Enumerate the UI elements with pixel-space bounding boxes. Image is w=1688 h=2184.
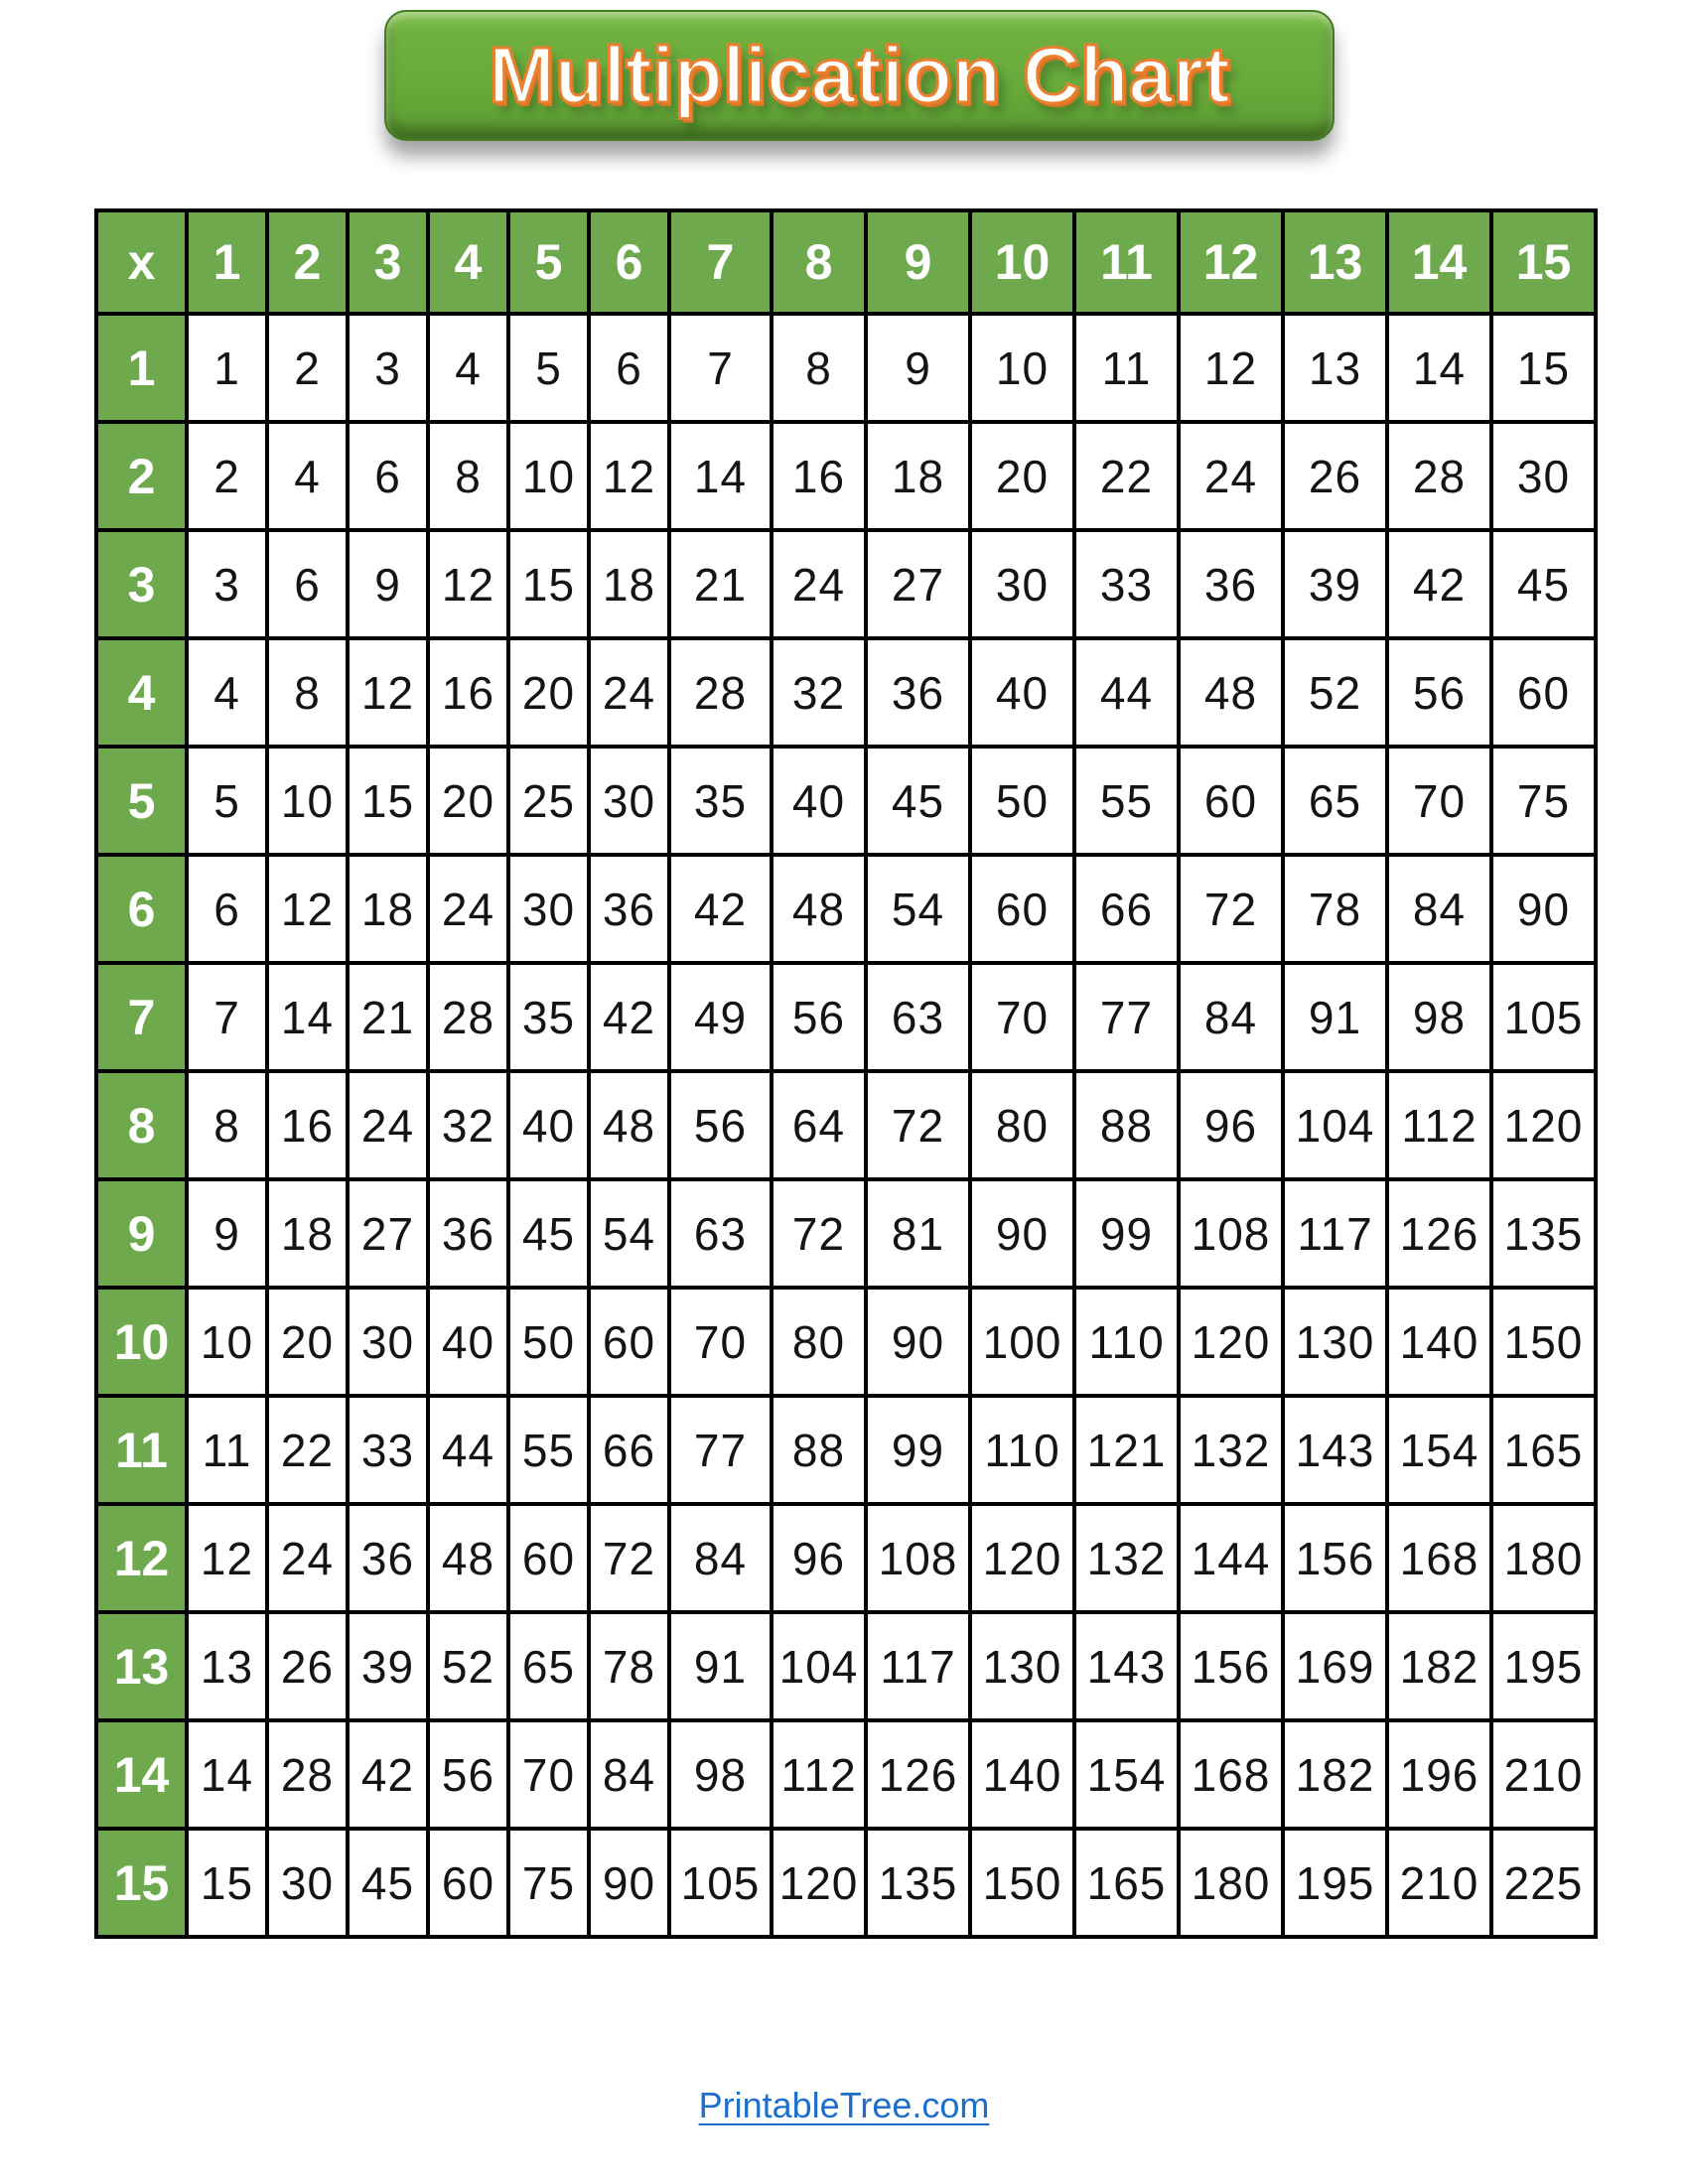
product-cell: 75 [1491, 747, 1596, 855]
row-header-cell: 4 [96, 638, 187, 747]
product-cell: 104 [1283, 1071, 1387, 1179]
product-cell: 143 [1283, 1396, 1387, 1504]
product-cell: 20 [970, 422, 1074, 530]
product-cell: 56 [669, 1071, 772, 1179]
product-cell: 84 [669, 1504, 772, 1612]
product-cell: 30 [267, 1829, 348, 1937]
product-cell: 50 [970, 747, 1074, 855]
product-cell: 210 [1491, 1720, 1596, 1829]
product-cell: 182 [1387, 1612, 1491, 1720]
product-cell: 91 [1283, 963, 1387, 1071]
product-cell: 132 [1074, 1504, 1179, 1612]
product-cell: 24 [772, 530, 866, 638]
product-cell: 180 [1491, 1504, 1596, 1612]
multiplication-table [94, 208, 1598, 1939]
product-cell: 120 [1491, 1071, 1596, 1179]
row-header-cell: 9 [96, 1179, 187, 1288]
product-cell: 52 [1283, 638, 1387, 747]
product-cell: 11 [1074, 314, 1179, 422]
product-cell: 7 [187, 963, 267, 1071]
product-cell: 90 [1491, 855, 1596, 963]
product-cell: 45 [1491, 530, 1596, 638]
product-cell: 10 [508, 422, 589, 530]
product-cell: 13 [1283, 314, 1387, 422]
product-cell: 32 [772, 638, 866, 747]
product-cell: 36 [1179, 530, 1283, 638]
product-cell: 16 [772, 422, 866, 530]
product-cell: 22 [267, 1396, 348, 1504]
product-cell: 72 [1179, 855, 1283, 963]
product-cell: 8 [267, 638, 348, 747]
product-cell: 65 [1283, 747, 1387, 855]
product-cell: 45 [348, 1829, 428, 1937]
product-cell: 98 [669, 1720, 772, 1829]
product-cell: 120 [772, 1829, 866, 1937]
product-cell: 143 [1074, 1612, 1179, 1720]
product-cell: 91 [669, 1612, 772, 1720]
product-cell: 18 [348, 855, 428, 963]
product-cell: 30 [589, 747, 669, 855]
product-cell: 48 [1179, 638, 1283, 747]
page-title: Multiplication Chart [489, 31, 1230, 119]
product-cell: 42 [589, 963, 669, 1071]
table-head [96, 210, 1596, 314]
column-header-cell: 7 [669, 210, 772, 314]
column-header-cell: 11 [1074, 210, 1179, 314]
product-cell: 144 [1179, 1504, 1283, 1612]
product-cell: 168 [1387, 1504, 1491, 1612]
product-cell: 8 [428, 422, 508, 530]
row-header-cell: 11 [96, 1396, 187, 1504]
table-row [96, 963, 1596, 1071]
product-cell: 45 [508, 1179, 589, 1288]
row-header-cell: 5 [96, 747, 187, 855]
product-cell: 48 [589, 1071, 669, 1179]
table-row [96, 1612, 1596, 1720]
product-cell: 49 [669, 963, 772, 1071]
product-cell: 60 [589, 1288, 669, 1396]
product-cell: 6 [187, 855, 267, 963]
product-cell: 84 [1387, 855, 1491, 963]
product-cell: 40 [970, 638, 1074, 747]
product-cell: 72 [589, 1504, 669, 1612]
table-body [96, 314, 1596, 1937]
product-cell: 24 [589, 638, 669, 747]
product-cell: 105 [1491, 963, 1596, 1071]
product-cell: 8 [187, 1071, 267, 1179]
product-cell: 99 [866, 1396, 970, 1504]
product-cell: 26 [1283, 422, 1387, 530]
product-cell: 104 [772, 1612, 866, 1720]
product-cell: 52 [428, 1612, 508, 1720]
row-header-cell: 6 [96, 855, 187, 963]
product-cell: 3 [187, 530, 267, 638]
product-cell: 121 [1074, 1396, 1179, 1504]
product-cell: 2 [187, 422, 267, 530]
product-cell: 60 [1179, 747, 1283, 855]
product-cell: 105 [669, 1829, 772, 1937]
product-cell: 7 [669, 314, 772, 422]
product-cell: 78 [1283, 855, 1387, 963]
product-cell: 120 [970, 1504, 1074, 1612]
product-cell: 15 [1491, 314, 1596, 422]
product-cell: 112 [1387, 1071, 1491, 1179]
product-cell: 6 [348, 422, 428, 530]
product-cell: 42 [669, 855, 772, 963]
product-cell: 5 [508, 314, 589, 422]
product-cell: 70 [970, 963, 1074, 1071]
row-header-cell: 13 [96, 1612, 187, 1720]
footer [0, 2085, 1688, 2126]
column-header-cell: 9 [866, 210, 970, 314]
product-cell: 130 [970, 1612, 1074, 1720]
column-header-cell: 6 [589, 210, 669, 314]
product-cell: 180 [1179, 1829, 1283, 1937]
product-cell: 14 [669, 422, 772, 530]
row-header-cell: 7 [96, 963, 187, 1071]
product-cell: 10 [267, 747, 348, 855]
product-cell: 78 [589, 1612, 669, 1720]
product-cell: 40 [428, 1288, 508, 1396]
footer-link[interactable]: PrintableTree.com [698, 2085, 990, 2125]
product-cell: 165 [1074, 1829, 1179, 1937]
product-cell: 75 [508, 1829, 589, 1937]
product-cell: 26 [267, 1612, 348, 1720]
product-cell: 72 [772, 1179, 866, 1288]
product-cell: 56 [772, 963, 866, 1071]
product-cell: 30 [508, 855, 589, 963]
table-row [96, 422, 1596, 530]
product-cell: 33 [1074, 530, 1179, 638]
table-row [96, 1179, 1596, 1288]
column-header-cell: 2 [267, 210, 348, 314]
product-cell: 132 [1179, 1396, 1283, 1504]
column-header-cell: 8 [772, 210, 866, 314]
product-cell: 10 [970, 314, 1074, 422]
product-cell: 27 [866, 530, 970, 638]
product-cell: 33 [348, 1396, 428, 1504]
product-cell: 18 [589, 530, 669, 638]
column-header-cell: 15 [1491, 210, 1596, 314]
row-header-cell: 3 [96, 530, 187, 638]
product-cell: 10 [187, 1288, 267, 1396]
product-cell: 21 [348, 963, 428, 1071]
product-cell: 40 [772, 747, 866, 855]
table-row [96, 530, 1596, 638]
product-cell: 63 [669, 1179, 772, 1288]
product-cell: 110 [970, 1396, 1074, 1504]
product-cell: 110 [1074, 1288, 1179, 1396]
product-cell: 90 [866, 1288, 970, 1396]
product-cell: 11 [187, 1396, 267, 1504]
product-cell: 36 [866, 638, 970, 747]
product-cell: 13 [187, 1612, 267, 1720]
column-header-cell: 13 [1283, 210, 1387, 314]
product-cell: 210 [1387, 1829, 1491, 1937]
product-cell: 28 [1387, 422, 1491, 530]
product-cell: 4 [187, 638, 267, 747]
product-cell: 35 [669, 747, 772, 855]
product-cell: 4 [428, 314, 508, 422]
product-cell: 98 [1387, 963, 1491, 1071]
product-cell: 130 [1283, 1288, 1387, 1396]
table-row [96, 1829, 1596, 1937]
product-cell: 169 [1283, 1612, 1387, 1720]
product-cell: 20 [428, 747, 508, 855]
table-row [96, 1288, 1596, 1396]
row-header-cell: 8 [96, 1071, 187, 1179]
title-banner [384, 10, 1335, 141]
product-cell: 140 [970, 1720, 1074, 1829]
product-cell: 70 [1387, 747, 1491, 855]
product-cell: 140 [1387, 1288, 1491, 1396]
product-cell: 100 [970, 1288, 1074, 1396]
product-cell: 6 [589, 314, 669, 422]
product-cell: 99 [1074, 1179, 1179, 1288]
product-cell: 27 [348, 1179, 428, 1288]
product-cell: 90 [589, 1829, 669, 1937]
product-cell: 108 [1179, 1179, 1283, 1288]
product-cell: 21 [669, 530, 772, 638]
product-cell: 42 [348, 1720, 428, 1829]
table-row [96, 314, 1596, 422]
product-cell: 9 [866, 314, 970, 422]
product-cell: 15 [508, 530, 589, 638]
product-cell: 36 [589, 855, 669, 963]
product-cell: 135 [866, 1829, 970, 1937]
row-header-cell: 15 [96, 1829, 187, 1937]
product-cell: 42 [1387, 530, 1491, 638]
product-cell: 88 [1074, 1071, 1179, 1179]
product-cell: 22 [1074, 422, 1179, 530]
corner-cell: x [96, 210, 187, 314]
product-cell: 39 [1283, 530, 1387, 638]
product-cell: 225 [1491, 1829, 1596, 1937]
product-cell: 126 [1387, 1179, 1491, 1288]
product-cell: 28 [428, 963, 508, 1071]
product-cell: 14 [187, 1720, 267, 1829]
product-cell: 6 [267, 530, 348, 638]
product-cell: 77 [1074, 963, 1179, 1071]
product-cell: 66 [1074, 855, 1179, 963]
product-cell: 64 [772, 1071, 866, 1179]
product-cell: 117 [1283, 1179, 1387, 1288]
product-cell: 54 [589, 1179, 669, 1288]
column-header-cell: 4 [428, 210, 508, 314]
product-cell: 156 [1179, 1612, 1283, 1720]
column-header-cell: 1 [187, 210, 267, 314]
product-cell: 12 [1179, 314, 1283, 422]
product-cell: 36 [428, 1179, 508, 1288]
product-cell: 44 [428, 1396, 508, 1504]
product-cell: 14 [1387, 314, 1491, 422]
product-cell: 5 [187, 747, 267, 855]
product-cell: 196 [1387, 1720, 1491, 1829]
product-cell: 96 [1179, 1071, 1283, 1179]
product-cell: 16 [267, 1071, 348, 1179]
product-cell: 195 [1491, 1612, 1596, 1720]
row-header-cell: 12 [96, 1504, 187, 1612]
product-cell: 20 [267, 1288, 348, 1396]
column-header-cell: 14 [1387, 210, 1491, 314]
product-cell: 39 [348, 1612, 428, 1720]
row-header-cell: 1 [96, 314, 187, 422]
product-cell: 56 [1387, 638, 1491, 747]
product-cell: 168 [1179, 1720, 1283, 1829]
product-cell: 14 [267, 963, 348, 1071]
product-cell: 35 [508, 963, 589, 1071]
product-cell: 96 [772, 1504, 866, 1612]
product-cell: 2 [267, 314, 348, 422]
product-cell: 15 [348, 747, 428, 855]
product-cell: 154 [1074, 1720, 1179, 1829]
product-cell: 3 [348, 314, 428, 422]
product-cell: 1 [187, 314, 267, 422]
column-header-cell: 5 [508, 210, 589, 314]
product-cell: 156 [1283, 1504, 1387, 1612]
product-cell: 15 [187, 1829, 267, 1937]
table-row [96, 1071, 1596, 1179]
product-cell: 72 [866, 1071, 970, 1179]
product-cell: 88 [772, 1396, 866, 1504]
product-cell: 63 [866, 963, 970, 1071]
product-cell: 84 [589, 1720, 669, 1829]
product-cell: 150 [970, 1829, 1074, 1937]
product-cell: 120 [1179, 1288, 1283, 1396]
product-cell: 12 [267, 855, 348, 963]
product-cell: 70 [508, 1720, 589, 1829]
product-cell: 55 [508, 1396, 589, 1504]
product-cell: 108 [866, 1504, 970, 1612]
column-header-cell: 12 [1179, 210, 1283, 314]
product-cell: 195 [1283, 1829, 1387, 1937]
product-cell: 81 [866, 1179, 970, 1288]
product-cell: 60 [970, 855, 1074, 963]
product-cell: 150 [1491, 1288, 1596, 1396]
product-cell: 70 [669, 1288, 772, 1396]
product-cell: 48 [428, 1504, 508, 1612]
product-cell: 165 [1491, 1396, 1596, 1504]
product-cell: 50 [508, 1288, 589, 1396]
product-cell: 56 [428, 1720, 508, 1829]
product-cell: 12 [428, 530, 508, 638]
product-cell: 80 [970, 1071, 1074, 1179]
product-cell: 18 [267, 1179, 348, 1288]
product-cell: 112 [772, 1720, 866, 1829]
product-cell: 9 [187, 1179, 267, 1288]
product-cell: 4 [267, 422, 348, 530]
table-row [96, 747, 1596, 855]
product-cell: 30 [1491, 422, 1596, 530]
product-cell: 36 [348, 1504, 428, 1612]
table-row [96, 1396, 1596, 1504]
table-row [96, 1504, 1596, 1612]
product-cell: 77 [669, 1396, 772, 1504]
product-cell: 40 [508, 1071, 589, 1179]
product-cell: 12 [589, 422, 669, 530]
table-row [96, 1720, 1596, 1829]
product-cell: 80 [772, 1288, 866, 1396]
product-cell: 117 [866, 1612, 970, 1720]
product-cell: 12 [348, 638, 428, 747]
product-cell: 55 [1074, 747, 1179, 855]
product-cell: 60 [1491, 638, 1596, 747]
product-cell: 20 [508, 638, 589, 747]
product-cell: 30 [970, 530, 1074, 638]
product-cell: 24 [348, 1071, 428, 1179]
product-cell: 25 [508, 747, 589, 855]
product-cell: 45 [866, 747, 970, 855]
product-cell: 65 [508, 1612, 589, 1720]
product-cell: 8 [772, 314, 866, 422]
product-cell: 126 [866, 1720, 970, 1829]
column-header-cell: 10 [970, 210, 1074, 314]
product-cell: 44 [1074, 638, 1179, 747]
product-cell: 84 [1179, 963, 1283, 1071]
product-cell: 48 [772, 855, 866, 963]
row-header-cell: 10 [96, 1288, 187, 1396]
product-cell: 30 [348, 1288, 428, 1396]
product-cell: 66 [589, 1396, 669, 1504]
product-cell: 154 [1387, 1396, 1491, 1504]
product-cell: 60 [508, 1504, 589, 1612]
product-cell: 32 [428, 1071, 508, 1179]
product-cell: 24 [1179, 422, 1283, 530]
row-header-cell: 14 [96, 1720, 187, 1829]
product-cell: 90 [970, 1179, 1074, 1288]
product-cell: 60 [428, 1829, 508, 1937]
product-cell: 54 [866, 855, 970, 963]
product-cell: 9 [348, 530, 428, 638]
product-cell: 16 [428, 638, 508, 747]
product-cell: 182 [1283, 1720, 1387, 1829]
column-header-cell: 3 [348, 210, 428, 314]
product-cell: 12 [187, 1504, 267, 1612]
product-cell: 28 [669, 638, 772, 747]
table-row [96, 638, 1596, 747]
product-cell: 24 [267, 1504, 348, 1612]
product-cell: 28 [267, 1720, 348, 1829]
table-row [96, 855, 1596, 963]
header-row [96, 210, 1596, 314]
product-cell: 24 [428, 855, 508, 963]
row-header-cell: 2 [96, 422, 187, 530]
product-cell: 18 [866, 422, 970, 530]
product-cell: 135 [1491, 1179, 1596, 1288]
